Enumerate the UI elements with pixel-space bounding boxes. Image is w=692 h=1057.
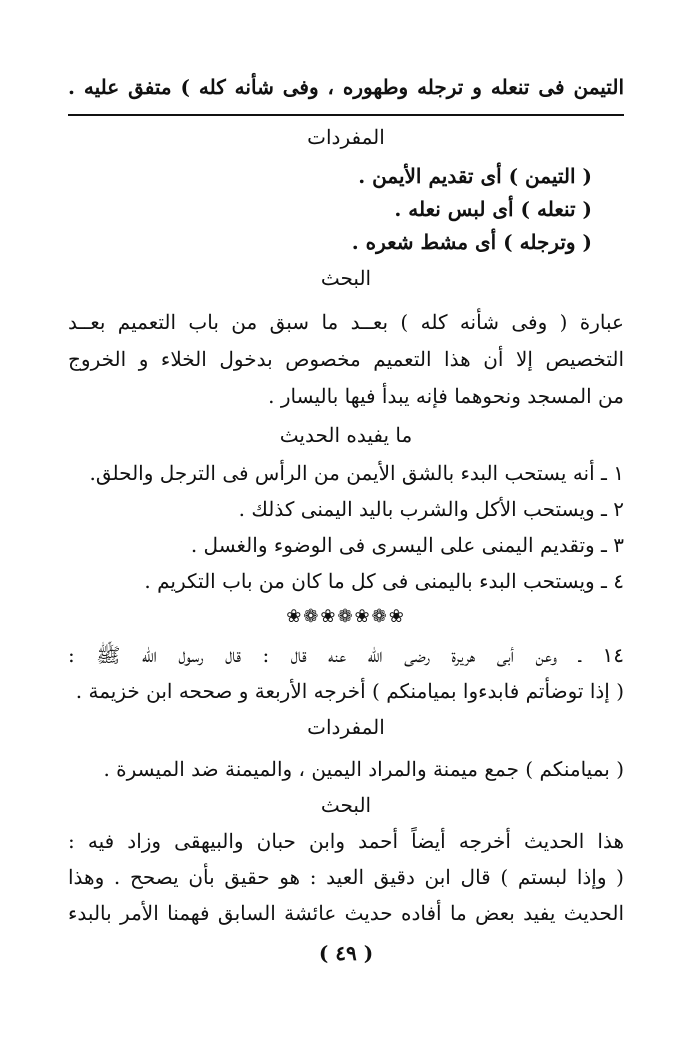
discussion-line: الحديث يفيد بعض ما أفاده حديث عائشة السابق فهمنا الأمر بالبدء	[68, 901, 624, 925]
header-rule	[68, 114, 624, 116]
benefit-item: ٣ ـ وتقديم اليمنى على اليسرى فى الوضوء والغسل .	[190, 533, 624, 557]
discussion-line: ( وإذا لبستم ) قال ابن دقيق العيد : هو حقيق بأن يصحح . وهذا	[68, 865, 624, 889]
benefit-item: ٤ ـ ويستحب البدء باليمنى فى كل ما كان من باب التكريم .	[144, 569, 624, 593]
discussion-line: هذا الحديث أخرجه أيضاً أحمد وابن حبان والبيهقى وزاد فيه :	[68, 829, 624, 853]
vocab-item: ( وترجله ) أى مشط شعره .	[351, 230, 592, 254]
hadith-line: ( إذا توضأتم فابدءوا بميامنكم ) أخرجه الأربعة و صححه ابن خزيمة .	[75, 679, 624, 703]
vocab-heading: المفردات	[307, 125, 385, 149]
discussion-line: عبارة ( وفى شأنه كله ) بعــد ما سبق من باب التعميم بعــد	[68, 310, 624, 334]
vocab-item: ( التيمن ) أى تقديم الأيمن .	[358, 164, 592, 188]
ornament-divider: ❀❁❀❁❀❁❀	[286, 606, 406, 627]
discussion-heading: البحث	[320, 266, 372, 290]
benefit-item: ٢ ـ ويستحب الأكل والشرب باليد اليمنى كذلك .	[238, 497, 624, 521]
discussion-line: التخصيص إلا أن هذا التعميم مخصوص بدخول الخلاء و الخروج	[68, 347, 624, 371]
page-number: ( ٤٩ )	[318, 941, 374, 965]
benefit-item: ١ ـ أنه يستحب البدء بالشق الأيمن من الرأس فى الترجل والحلق.	[89, 461, 624, 485]
vocab-item: ( بميامنكم ) جمع ميمنة والمراد اليمين ، والميمنة ضد الميسرة .	[103, 757, 624, 781]
vocab-heading: المفردات	[307, 715, 385, 739]
hadith-line: ١٤ ـ وعن أبى هريرة رضى الله عنه قال : قال رسول الله ﷺ :	[68, 643, 624, 667]
discussion-heading: البحث	[320, 793, 372, 817]
discussion-line: من المسجد ونحوهما فإنه يبدأ فيها باليسار .	[268, 384, 624, 408]
benefits-heading: ما يفيده الحديث	[279, 423, 413, 447]
header-line: التيمن فى تنعله و ترجله وطهوره ، وفى شأنه كله ) متفق عليه .	[68, 75, 624, 99]
vocab-item: ( تنعله ) أى لبس نعله .	[394, 197, 592, 221]
